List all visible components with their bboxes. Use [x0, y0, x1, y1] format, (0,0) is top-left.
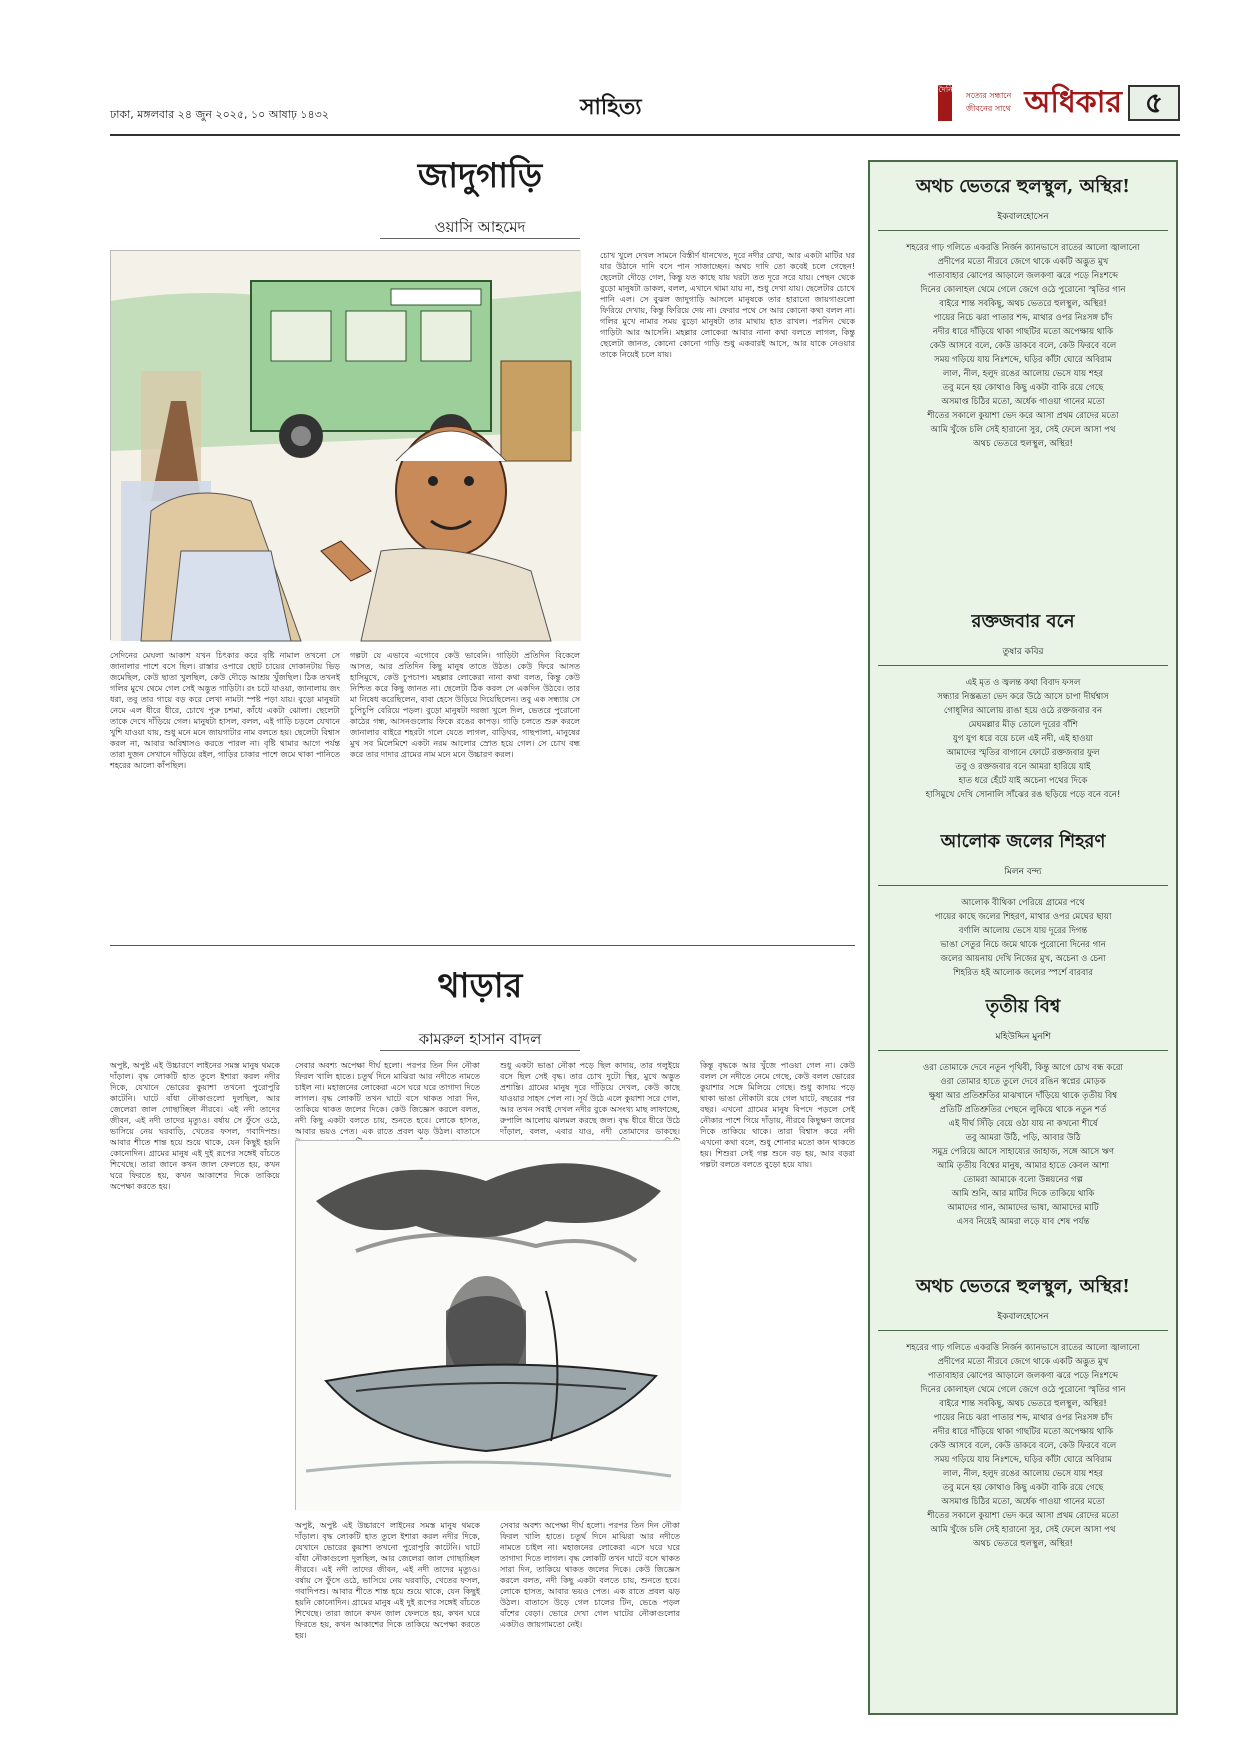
poem-line: পায়ের নিচে ঝরা পাতার শব্দ, মাথার ওপর নিঃসঙ্গ চাঁদ	[933, 313, 1113, 323]
poem-line: পায়ের কাছে জলের শিহরণ, মাথার ওপর মেঘের ছায়া	[934, 912, 1112, 922]
poem-author: ইকবালহোসেন	[997, 1312, 1049, 1322]
poem-rule	[878, 230, 1168, 231]
story-headline: জাদুগাড়ি	[417, 156, 543, 196]
masthead	[938, 84, 1180, 122]
poem-line: অসমাপ্ত চিঠির মতো, অর্ধেক গাওয়া গানের মতো	[941, 397, 1105, 407]
poem-lines	[878, 1341, 1168, 1551]
poem-line: হাত ধরে হেঁটে যাই অচেনা পথের দিকে	[958, 776, 1088, 786]
poem-line: সন্ধ্যার নিস্তব্ধতা ভেদ করে উঠে আসে চাপা দীর্ঘশ্বাস	[937, 692, 1109, 702]
poem-line: সময় গড়িয়ে যায় নিঃশব্দে, ঘড়ির কাঁটা ঘোরে অবিরাম	[934, 1455, 1112, 1465]
story-column-2: সেবার অবশ্য অপেক্ষা দীর্ঘ হলো। পরপর তিন দিন নৌকা ফিরল খালি হাতে। চতুর্থ দিনে মাঝিরা আর নদীতে নামতে চাইল না। মহাজনের লোকেরা এসে ঘরে ঘরে তাগাদা দিতে লাগল। বৃদ্ধ লোকটি তখন ঘাটে বসে থাকত সারা দিন, তাকিয়ে থাকত জলের দিকে। কেউ জিজ্ঞেস করলে বলত, নদী কিছু একটা বলতে চায়, শুনতে হবে। লোকে হাসত, আবার ভয়ও পেত। এক রাতে প্রবল ঝড় উঠল। বাতাসে	[295, 1061, 480, 1136]
poem-title: আলোক জলের শিহরণ	[940, 831, 1106, 852]
poem-line: লাল, নীল, হলুদ রঙের আলোয় ভেসে যায় শহর	[942, 369, 1104, 379]
poem-line: সমুদ্র পেরিয়ে আসে সাহায্যের জাহাজ, সঙ্গে আসে ঋণ	[931, 1147, 1115, 1157]
poem-line: কেউ আসবে বলে, কেউ ডাকবে বলে, কেউ ফিরবে বলে	[929, 341, 1117, 351]
byline-rule	[380, 238, 580, 239]
poem-title: তৃতীয় বিশ্ব	[985, 996, 1061, 1017]
page-header	[110, 84, 1180, 134]
poem-line: তবু আমরা উঠি, পড়ি, আবার উঠি	[965, 1133, 1081, 1143]
story-thadar	[110, 960, 855, 1720]
poem-line: প্রতিটি প্রতিশ্রুতির পেছনে লুকিয়ে থাকে নতুন শর্ত	[939, 1105, 1107, 1115]
poem-line: শীতের সকালে কুয়াশা ভেদ করে আসা প্রথম রোদের মতো	[927, 1511, 1119, 1521]
poem-line: আমাদের স্মৃতির বাগানে ফোটে রক্তজবার ফুল	[946, 748, 1100, 758]
story-byline: কামরুল হাসান বাদল	[418, 1030, 542, 1048]
story-column-3: চোখ খুলে দেখল সামনে বিস্তীর্ণ ধানখেত, দূরে নদীর রেখা, আর একটা মাটির ঘর যার উঠানে দাদি বসে পান সাজাচ্ছেন। অথচ দাদি তো কবেই চলে গেছেন! ছেলেটা দৌড়ে গেল, কিন্তু যত কাছে যায় ঘরটা তত দূরে সরে যায়। পেছন থেকে বুড়ো মানুষটা ডাকল, বলল, এখানে থামা যায় না, শুধু দেখা যায়। ছেলেটার চোখে পানি এল। সে বুঝল জাদুগাড়ি আসলে মানুষকে তার হারানো জায়গাগুলো ফিরিয়ে দেখায়, কিন্তু ফিরিয়ে দেয় না। ফেরার পথে সে আর কোনো কথা বলল না। গলির মুখে নামার সময় বুড়ো মানুষটা তার মাথায় হাত রাখল। পরদিন থেকে গাড়িটা আর আসেনি। মহল্লার লোকেরা আবার নানা কথা বলতে লাগল, কিন্তু ছেলেটা জানত, কোনো কোনো গাড়ি শুধু একবারই আসে, আর যাকে নেওয়ার তাকে নিয়েই চলে যায়।	[600, 251, 855, 359]
poem-author: ইকবালহোসেন	[997, 212, 1049, 222]
poem-line: আলোক বীথিকা পেরিয়ে গ্রামের পথে	[961, 898, 1085, 908]
poem-rule	[878, 1330, 1168, 1331]
poem-3	[878, 827, 1168, 977]
story-column-6: সেবার অবশ্য অপেক্ষা দীর্ঘ হলো। পরপর তিন দিন নৌকা ফিরল খালি হাতে। চতুর্থ দিনে মাঝিরা আর নদীতে নামতে চাইল না। মহাজনের লোকেরা এসে ঘরে ঘরে তাগাদা দিতে লাগল। বৃদ্ধ লোকটি তখন ঘাটে বসে থাকত সারা দিন, তাকিয়ে থাকত জলের দিকে। কেউ জিজ্ঞেস করলে বলত, নদী কিছু একটা বলতে চায়, শুনতে হবে। লোকে হাসত, আবার ভয়ও পেত। এক রাতে প্রবল ঝড় উঠল। বাতাসে উড়ে গেল চালের টিন, ভেঙে পড়ল বাঁশের বেড়া। ভোরে দেখা গেল ঘাটের নৌকাগুলোর একটাও জায়গামতো নেই।	[500, 1521, 680, 1629]
poem-lines	[878, 1061, 1168, 1229]
street-scene-illustration	[110, 250, 580, 640]
story-column-5: অপুষ্ট, অপুষ্ট এই উচ্চারণে লাইনের সমস্ত মানুষ থমকে দাঁড়াল। বৃদ্ধ লোকটি হাত তুলে ইশারা করল নদীর দিকে, যেখানে ভোরের কুয়াশা তখনো পুরোপুরি কাটেনি। ঘাটে বাঁধা নৌকাগুলো দুলছিল, আর জেলেরা জাল গোছাচ্ছিল নীরবে। এই নদী তাদের জীবন, এই নদী তাদের মৃত্যুও। বর্ষায় সে ফুঁসে ওঠে, ভাসিয়ে নেয় ঘরবাড়ি, খেতের ফসল, গবাদিপশু। আবার শীতে শান্ত হয়ে শুয়ে থাকে, যেন কিছুই হয়নি কোনোদিন। গ্রামের মানুষ এই দুই রূপের সঙ্গেই বাঁচতে শিখেছে। তারা জানে কখন জাল ফেলতে হয়, কখন ঘরে ফিরতে হয়, কখন আকাশের দিকে তাকিয়ে অপেক্ষা করতে হয়।	[295, 1521, 480, 1640]
dateline: ঢাকা, মঙ্গলবার ২৪ জুন ২০২৫, ১০ আষাঢ় ১৪৩২	[110, 108, 329, 121]
poem-line: তবু মনে হয় কোথাও কিছু একটা বাকি রয়ে গেছে	[942, 383, 1104, 393]
poem-line: আমি শুনি, আর মাটির দিকে তাকিয়ে থাকি	[951, 1189, 1095, 1199]
poem-line: এই মৃত ও জ্বলন্ত কথা বিবাদ ফসল	[965, 678, 1081, 688]
poem-line: বাইরে শান্ত সবকিছু, অথচ ভেতরে হুলস্থুল, অস্থির!	[939, 299, 1107, 309]
poem-line: মেঘমল্লার মীড় তোলে দূরের বাঁশি	[968, 720, 1078, 730]
poem-author: মিলন বন্দ্য	[1004, 867, 1042, 877]
poem-title: রক্তজবার বনে	[971, 611, 1075, 632]
poem-line: আমাদের গান, আমাদের ভাষা, আমাদের মাটি	[947, 1203, 1099, 1213]
poem-line: তবু মনে হয় কোথাও কিছু একটা বাকি রয়ে গেছে	[942, 1483, 1104, 1493]
byline-rule	[380, 1050, 580, 1051]
poem-line: সময় গড়িয়ে যায় নিঃশব্দে, ঘড়ির কাঁটা ঘোরে অবিরাম	[934, 355, 1112, 365]
poem-line: অথচ ভেতরে হুলস্থুল, অস্থির!	[973, 439, 1073, 449]
mast-tagline: সত্যের সন্ধানে জীবনের সাথে	[965, 91, 1012, 113]
poem-line: দিনের কোলাহল থেমে গেলে জেগে ওঠে পুরোনো স্মৃতির গান	[920, 285, 1126, 295]
poem-line: এই দীর্ঘ সিঁড়ি বেয়ে ওঠা যায় না কখনো শীর্ষে	[948, 1119, 1098, 1129]
poem-line: অসমাপ্ত চিঠির মতো, অর্ধেক গাওয়া গানের মতো	[941, 1497, 1105, 1507]
poem-line: হাসিমুখে দেখি সোনালি সাঁঝের রঙ ছড়িয়ে পড়ে বনে বনে!	[925, 790, 1121, 800]
poem-line: পাতাবাহার ঝোপের আড়ালে জলকণা ঝরে পড়ে নিঃশব্দে	[927, 271, 1119, 281]
poem-lines	[878, 241, 1168, 451]
poem-line: আমি তৃতীয় বিশ্বের মানুষ, আমার হাতে কেবল আশা	[936, 1161, 1110, 1171]
poem-line: শীতের সকালে কুয়াশা ভেদ করে আসা প্রথম রোদের মতো	[927, 411, 1119, 421]
poem-rule	[878, 885, 1168, 886]
story-byline: ওয়াসি আহমেদ	[434, 218, 526, 236]
poem-4	[878, 992, 1168, 1252]
poem-line: শহরের গাঢ় গলিতে একরত্তি নির্জন ক্যানভাসে রাতের আলো জ্বালানো	[906, 1343, 1140, 1353]
story-jadugari	[110, 150, 855, 940]
poem-line: তবু ও রক্তজবার বনে আমরা হারিয়ে যাই	[955, 762, 1091, 772]
poem-title: অথচ ভেতরে হুলস্থুল, অস্থির!	[915, 176, 1131, 197]
poem-title: অথচ ভেতরে হুলস্থুল, অস্থির!	[915, 1276, 1131, 1297]
poem-line: নদীর ধারে দাঁড়িয়ে থাকা গাছটির মতো অপেক্ষায় থাকি	[932, 1427, 1114, 1437]
poem-author: মহিউদ্দিন মুনশি	[995, 1032, 1051, 1042]
poem-line: নদীর ধারে দাঁড়িয়ে থাকা গাছটির মতো অপেক্ষায় থাকি	[932, 327, 1114, 337]
mast-vertical-tag: দৈনিক	[938, 85, 952, 121]
poem-line: গোধূলির আলোয় রাঙা হয়ে ওঠে রক্তজবার বন	[943, 706, 1103, 716]
poem-line: আমি খুঁজে চলি সেই হারানো সুর, সেই ফেলে আসা পথ	[930, 1525, 1116, 1535]
poem-line: আমি খুঁজে চলি সেই হারানো সুর, সেই ফেলে আসা পথ	[930, 425, 1116, 435]
story-divider	[110, 945, 855, 946]
story-column-3: শুধু একটা ভাঙা নৌকা পড়ে ছিল কাদায়, তার গলুইয়ে বসে ছিল সেই বৃদ্ধ। তার চোখ দুটো স্থির, মুখে অদ্ভুত প্রশান্তি। গ্রামের মানুষ দূরে দাঁড়িয়ে দেখল, কেউ কাছে যাওয়ার সাহস পেল না। সূর্য উঠে এলে কুয়াশা সরে গেল, আর তখন সবাই দেখল নদীর বুকে অসংখ্য মাছ লাফাচ্ছে, রুপালি আলোয় ঝলমল করছে জল। বৃদ্ধ ধীরে ধীরে উঠে দাঁড়াল, বলল, এবার যাও, নদী তোমাদের ডাকছে।	[500, 1061, 680, 1136]
poem-line: জলের আয়নায় দেখি নিজের মুখ, অচেনা ও চেনা	[940, 954, 1106, 964]
poem-line: শিহরিত হই আলোক জলের স্পর্শে বারবার	[953, 968, 1093, 978]
poem-line: অথচ ভেতরে হুলস্থুল, অস্থির!	[973, 1539, 1073, 1549]
story-column-1: সেদিনের মেঘলা আকাশ যখন চিৎকার করে বৃষ্টি নামাল তখনো সে জানালার পাশে বসে ছিল। রাস্তার ওপারে ছোট চায়ের দোকানটায় ভিড় জমেছিল, কেউ ছাতা খুলছিল, কেউ দৌড়ে আশ্রয় খুঁজছিল। ঠিক তখনই গলির মুখে থেমে গেল সেই অদ্ভুত গাড়িটা। রং চটে যাওয়া, জানালায় জং ধরা, তবু তার গায়ে বড় করে লেখা নামটা স্পষ্ট পড়া যায়। বুড়ো মানুষটা নেমে এল ধীরে ধীরে, চোখে পুরু চশমা, কাঁধে একটা ঝোলা। ছেলেটা তাকে দেখে দাঁড়িয়ে গেল। মানুষটা হাসল, বলল, এই গাড়ি চড়লে যেখানে খুশি যাওয়া যায়, শুধু মনে মনে জায়গাটার নাম বলতে হয়। ছেলেটা বিশ্বাস করল না, আবার অবিশ্বাসও করতে পারল না। বৃষ্টি থামার আগে পর্যন্ত তারা দুজন সেখানে দাঁড়িয়ে রইল, গাড়ির চাকার পাশে জমে থাকা পানিতে শহরের আলো কাঁপছিল।	[110, 651, 340, 770]
poem-line: ভাঙা সেতুর নিচে জমে থাকে পুরোনো দিনের গান	[940, 940, 1106, 950]
poem-line: ক্ষুধা আর প্রতিশ্রুতির মাঝখানে দাঁড়িয়ে থাকে তৃতীয় বিশ্ব	[928, 1091, 1118, 1101]
poem-line: প্রদীপের মতো নীরবে জেগে থাকে একটি অদ্ভুত মুখ	[937, 1357, 1109, 1367]
poem-line: প্রদীপের মতো নীরবে জেগে থাকে একটি অদ্ভুত মুখ	[937, 257, 1109, 267]
story-headline: থাড়ার	[437, 966, 523, 1006]
newspaper-logo: অধিকার	[1024, 84, 1122, 120]
story-column-4: কিন্তু বৃদ্ধকে আর খুঁজে পাওয়া গেল না। কেউ বলল সে নদীতে নেমে গেছে, কেউ বলল ভোরের কুয়াশার সঙ্গে মিলিয়ে গেছে। শুধু কাদায় পড়ে থাকা ভাঙা নৌকাটা রয়ে গেল ঘাটে, বছরের পর বছর। এখনো গ্রামের মানুষ বিপদে পড়লে সেই নৌকার পাশে গিয়ে দাঁড়ায়, নীরবে কিছুক্ষণ জলের দিকে তাকিয়ে থাকে। তারা বিশ্বাস করে নদী এখনো কথা বলে, শুধু শোনার মতো কান থাকতে হয়। শিশুরা সেই গল্প শুনে বড় হয়, আর বড়রা গল্পটা বলতে বলতে বুড়ো হয়ে যায়।	[700, 1061, 855, 1169]
section-title: সাহিত্য	[580, 94, 642, 120]
poem-line: তোমরা আমাকে বলো উন্নয়নের গল্প	[963, 1175, 1083, 1185]
story-column-2: গল্পটা যে এভাবে এগোবে কেউ ভাবেনি। গাড়িটা প্রতিদিন বিকেলে আসত, আর প্রতিদিন কিছু মানুষ তাতে উঠত। কেউ ফিরে আসত হাসিমুখে, কেউ চুপচাপ। মহল্লার লোকেরা নানা কথা বলত, কিন্তু কেউ নিশ্চিত করে কিছু জানত না। ছেলেটা ঠিক করল সে একদিন উঠবে। তার মা নিষেধ করেছিলেন, বাবা হেসে উড়িয়ে দিয়েছিলেন। তবু এক সন্ধ্যায় সে চুপিচুপি বেরিয়ে পড়ল। বুড়ো মানুষটা দরজা খুলে দিল, ভেতরে পুরোনো কাঠের গন্ধ, আসনগুলোয় ফিকে রঙের কাপড়। গাড়ি চলতে শুরু করলে জানালার বাইরে শহরটা গলে যেতে লাগল, বাড়িঘর, গাছপালা, মানুষের মুখ সব মিলেমিশে একটা নরম আলোর স্রোত হয়ে গেল। সে চোখ বন্ধ করে তার দাদার গ্রামের নাম মনে মনে উচ্চারণ করল।	[350, 651, 580, 759]
poem-line: পাতাবাহার ঝোপের আড়ালে জলকণা ঝরে পড়ে নিঃশব্দে	[927, 1371, 1119, 1381]
poem-line: বাইরে শান্ত সবকিছু, অথচ ভেতরে হুলস্থুল, অস্থির!	[939, 1399, 1107, 1409]
poem-line: ওরা তোমার হাতে তুলে দেবে রঙিন স্বপ্নের মোড়ক	[940, 1077, 1106, 1087]
boat-ink-illustration	[295, 1140, 680, 1510]
poem-1	[878, 172, 1168, 592]
poem-2	[878, 607, 1168, 802]
poem-line: শহরের গাঢ় গলিতে একরত্তি নির্জন ক্যানভাসে রাতের আলো জ্বালানো	[906, 243, 1140, 253]
page-number: ৫	[1128, 85, 1180, 121]
poem-rule	[878, 665, 1168, 666]
poem-line: কেউ আসবে বলে, কেউ ডাকবে বলে, কেউ ফিরবে বলে	[929, 1441, 1117, 1451]
poem-5	[878, 1272, 1168, 1702]
poem-line: পায়ের নিচে ঝরা পাতার শব্দ, মাথার ওপর নিঃসঙ্গ চাঁদ	[933, 1413, 1113, 1423]
poem-lines	[878, 676, 1168, 802]
poem-line: ওরা তোমাকে দেবে নতুন পৃথিবী, কিন্তু আগে চোখ বন্ধ করো	[923, 1063, 1123, 1073]
poem-line: যুগ যুগ ধরে বয়ে চলে এই নদী, এই হাওয়া	[952, 734, 1093, 744]
poem-line: বর্ণালি আলোয় ভেসে যায় দূরের দিগন্ত	[958, 926, 1088, 936]
poem-line: এসব নিয়েই আমরা লড়ে যাব শেষ পর্যন্ত	[956, 1217, 1090, 1227]
poem-line: লাল, নীল, হলুদ রঙের আলোয় ভেসে যায় শহর	[942, 1469, 1104, 1479]
poem-author: তুষার কবির	[1002, 647, 1044, 657]
poem-line: দিনের কোলাহল থেমে গেলে জেগে ওঠে পুরোনো স্মৃতির গান	[920, 1385, 1126, 1395]
poem-sidebar	[868, 160, 1178, 1715]
story-column-1: অপুষ্ট, অপুষ্ট এই উচ্চারণে লাইনের সমস্ত মানুষ থমকে দাঁড়াল। বৃদ্ধ লোকটি হাত তুলে ইশারা করল নদীর দিকে, যেখানে ভোরের কুয়াশা তখনো পুরোপুরি কাটেনি। ঘাটে বাঁধা নৌকাগুলো দুলছিল, আর জেলেরা জাল গোছাচ্ছিল নীরবে। এই নদী তাদের জীবন, এই নদী তাদের মৃত্যুও। বর্ষায় সে ফুঁসে ওঠে, ভাসিয়ে নেয় ঘরবাড়ি, খেতের ফসল, গবাদিপশু। আবার শীতে শান্ত হয়ে শুয়ে থাকে, যেন কিছুই হয়নি কোনোদিন। গ্রামের মানুষ এই দুই রূপের সঙ্গেই বাঁচতে শিখেছে। তারা জানে কখন জাল ফেলতে হয়, কখন ঘরে ফিরতে হয়, কখন আকাশের দিকে তাকিয়ে অপেক্ষা করতে হয়।	[110, 1061, 280, 1191]
header-rule	[110, 134, 1180, 136]
poem-lines	[878, 896, 1168, 980]
poem-rule	[878, 1050, 1168, 1051]
